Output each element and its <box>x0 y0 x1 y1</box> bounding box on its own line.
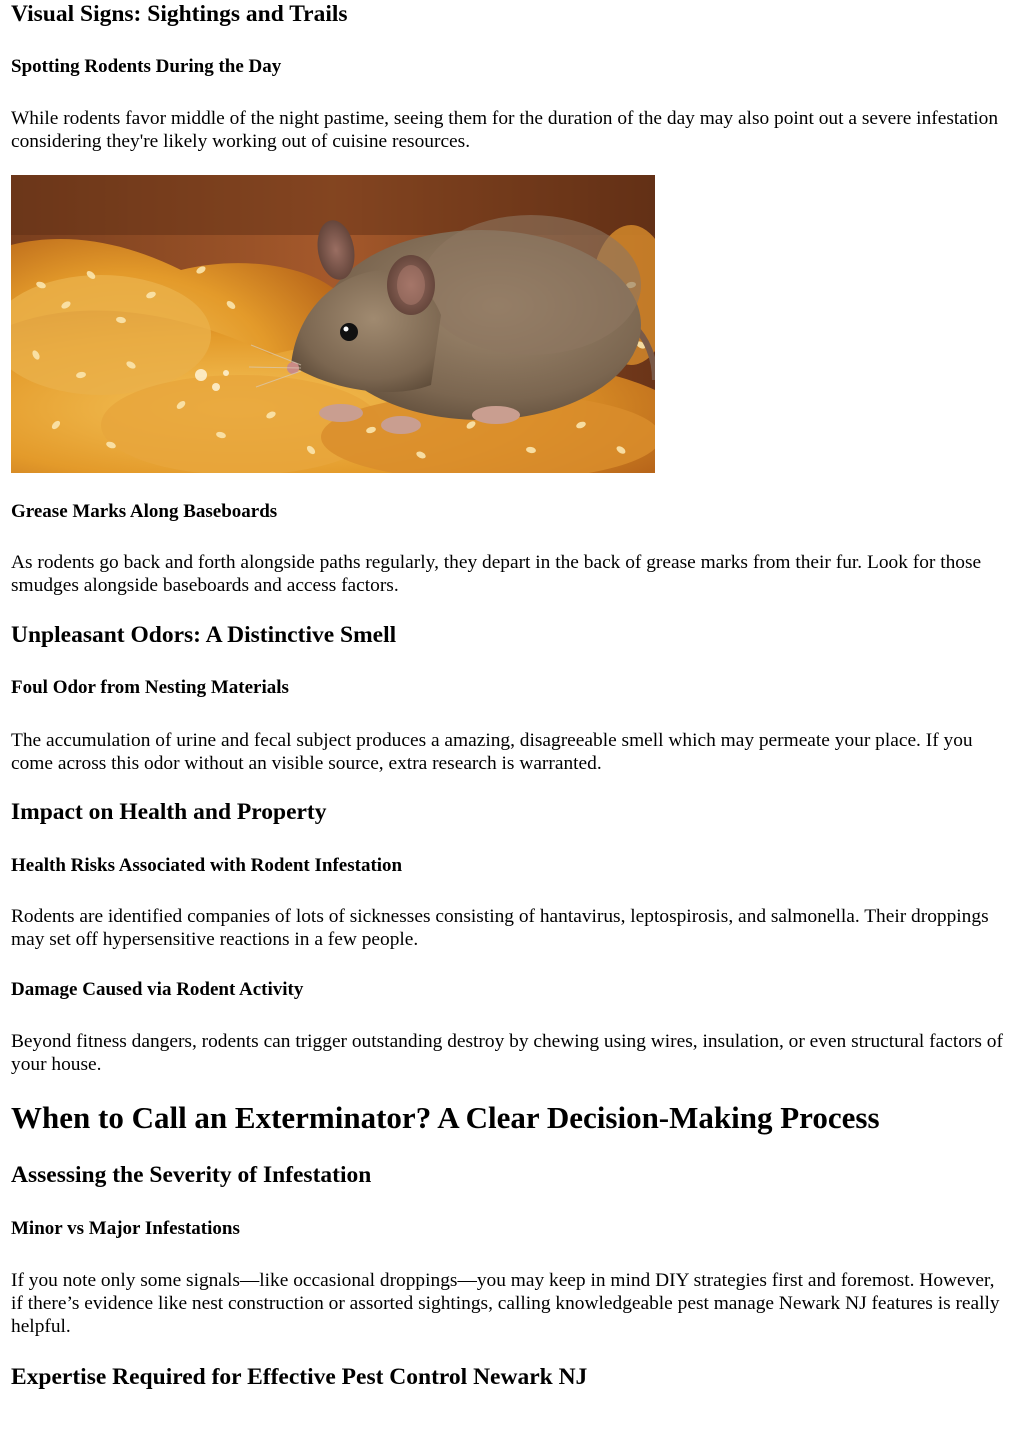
paragraph-grease-marks: As rodents go back and forth alongside paths regularly, they depart in the back of grease marks from their fur. Look for those smudges alongside baseboards and access factors. <box>11 552 982 596</box>
subheading-grease-marks: Grease Marks Along Baseboards <box>11 501 278 522</box>
subheading-expertise: Expertise Required for Effective Pest Control Newark NJ <box>11 1364 588 1390</box>
subheading-damage: Damage Caused via Rodent Activity <box>11 979 304 1000</box>
mouse-photo <box>11 175 655 473</box>
subheading-foul-odor: Foul Odor from Nesting Materials <box>11 677 289 698</box>
subheading-spotting-rodents: Spotting Rodents During the Day <box>11 56 282 77</box>
section-heading-exterminator: When to Call an Exterminator? A Clear Decision-Making Process <box>11 1100 880 1135</box>
section-heading-odors: Unpleasant Odors: A Distinctive Smell <box>11 622 397 648</box>
subheading-minor-major: Minor vs Major Infestations <box>11 1218 240 1239</box>
paragraph-foul-odor: The accumulation of urine and fecal subject produces a amazing, disagreeable smell which may permeate your place. If you come across this odor without an visible source, extra research is warranted. <box>11 730 973 774</box>
subheading-assessing-severity: Assessing the Severity of Infestation <box>11 1162 372 1188</box>
section-heading-visual-signs: Visual Signs: Sightings and Trails <box>11 1 348 27</box>
paragraph-minor-major: If you note only some signals—like occasional droppings—you may keep in mind DIY strategies first and foremost. However, if there’s evidence like nest construction or assorted sightings, calling knowledgeable pest manage Newark NJ features is really helpful. <box>11 1270 1000 1337</box>
subheading-health-risks: Health Risks Associated with Rodent Infestation <box>11 855 403 876</box>
paragraph-spotting-rodents: While rodents favor middle of the night pastime, seeing them for the duration of the day may also point out a severe infestation considering they're likely working out of cuisine resources. <box>11 108 999 152</box>
section-heading-impact: Impact on Health and Property <box>11 799 327 825</box>
paragraph-damage: Beyond fitness dangers, rodents can trigger outstanding destroy by chewing using wires, insulation, or even structural factors of your house. <box>11 1031 1003 1075</box>
paragraph-health-risks: Rodents are identified companies of lots of sicknesses consisting of hantavirus, leptospirosis, and salmonella. Their droppings may set off hypersensitive reactions in a few people. <box>11 906 989 950</box>
